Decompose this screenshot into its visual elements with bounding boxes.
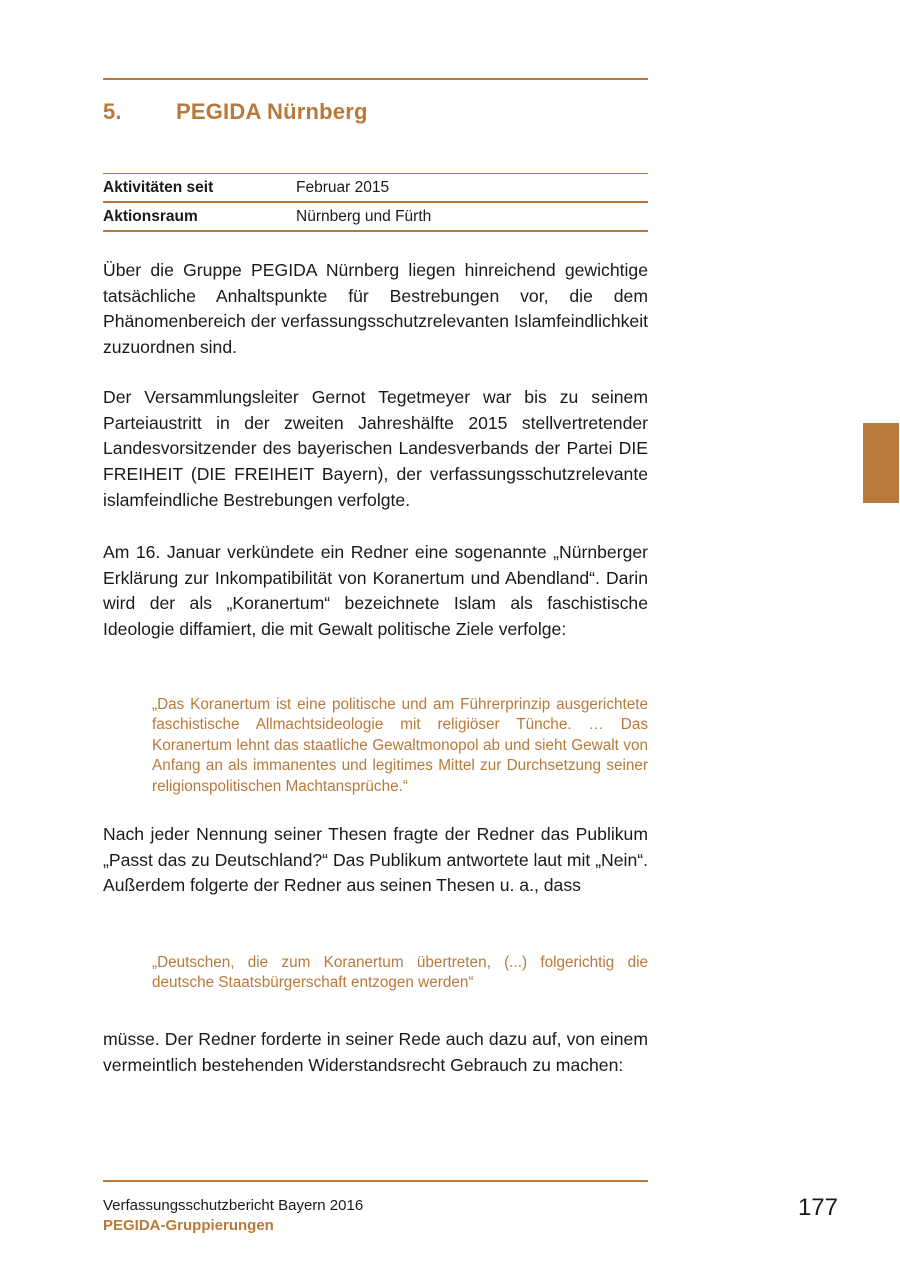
info-value: Nürnberg und Fürth (296, 207, 432, 225)
body-paragraph: müsse. Der Redner forderte in seiner Rede auch dazu auf, von einem vermeintlich bestehenden Widerstandsrecht Gebrauch zu machen: (103, 1029, 648, 1075)
info-label: Aktivitäten seit (103, 178, 214, 196)
block-quote: „Das Koranertum ist eine politische und am Führerprinzip ausgerichtete faschistische Allmachtsideologie mit religiöser Tünche. … Das Koranertum lehnt das staatliche Gewaltmonopol ab und sieht Gewalt von Anfang an als immanentes und legitimes Mittel zur Durchsetzung seiner religionspolitischen Machtansprüche.“ (152, 696, 648, 795)
footer-section-name: PEGIDA-Gruppierungen (103, 1217, 274, 1234)
body-paragraph: Der Versammlungsleiter Gernot Tegetmeyer war bis zu seinem Parteiaustritt in der zweiten Jahreshälfte 2015 stellvertretender Landesvorsitzender des bayerischen Landesverbands der Partei DIE FREIHEIT (DIE FREIHEIT Bayern), der verfassungsschutzrelevante islamfeindliche Bestrebungen verfolgte. (103, 387, 648, 510)
info-label: Aktionsraum (103, 207, 198, 225)
footer-publication-title: Verfassungsschutzbericht Bayern 2016 (103, 1197, 364, 1214)
info-table (103, 173, 648, 232)
top-rule (103, 78, 648, 80)
section-heading (103, 99, 648, 125)
info-row-activities (103, 174, 648, 203)
block-quote: „Deutschen, die zum Koranertum übertreten, (...) folgerichtig die deutsche Staatsbürgerschaft entzogen werden“ (152, 954, 648, 992)
body-paragraph: Am 16. Januar verkündete ein Redner eine sogenannte „Nürnberger Erklärung zur Inkompatibilität von Koranertum und Abendland“. Darin wird der als „Koranertum“ bezeichnete Islam als faschistische Ideologie diffamiert, die mit Gewalt politische Ziele verfolge: (103, 542, 648, 640)
body-paragraph: Nach jeder Nennung seiner Thesen fragte der Redner das Publikum „Passt das zu Deutschland?“ Das Publikum antwortete laut mit „Nein“. Außerdem folgerte der Redner aus seinen Thesen u. a., dass (103, 824, 648, 896)
info-row-area (103, 203, 648, 232)
page-number: 177 (797, 1194, 838, 1221)
body-paragraph: Über die Gruppe PEGIDA Nürnberg liegen hinreichend gewichtige tatsächliche Anhaltspunkte für Bestrebungen vor, die dem Phänomenbereich der verfassungsschutzrelevanten Islamfeindlichkeit zuzuordnen sind. (103, 260, 648, 358)
section-title: PEGIDA Nürnberg (176, 99, 368, 124)
chapter-side-tab (863, 423, 899, 503)
info-value: Februar 2015 (296, 178, 390, 196)
footer-rule (103, 1180, 648, 1182)
section-number: 5. (103, 99, 122, 124)
